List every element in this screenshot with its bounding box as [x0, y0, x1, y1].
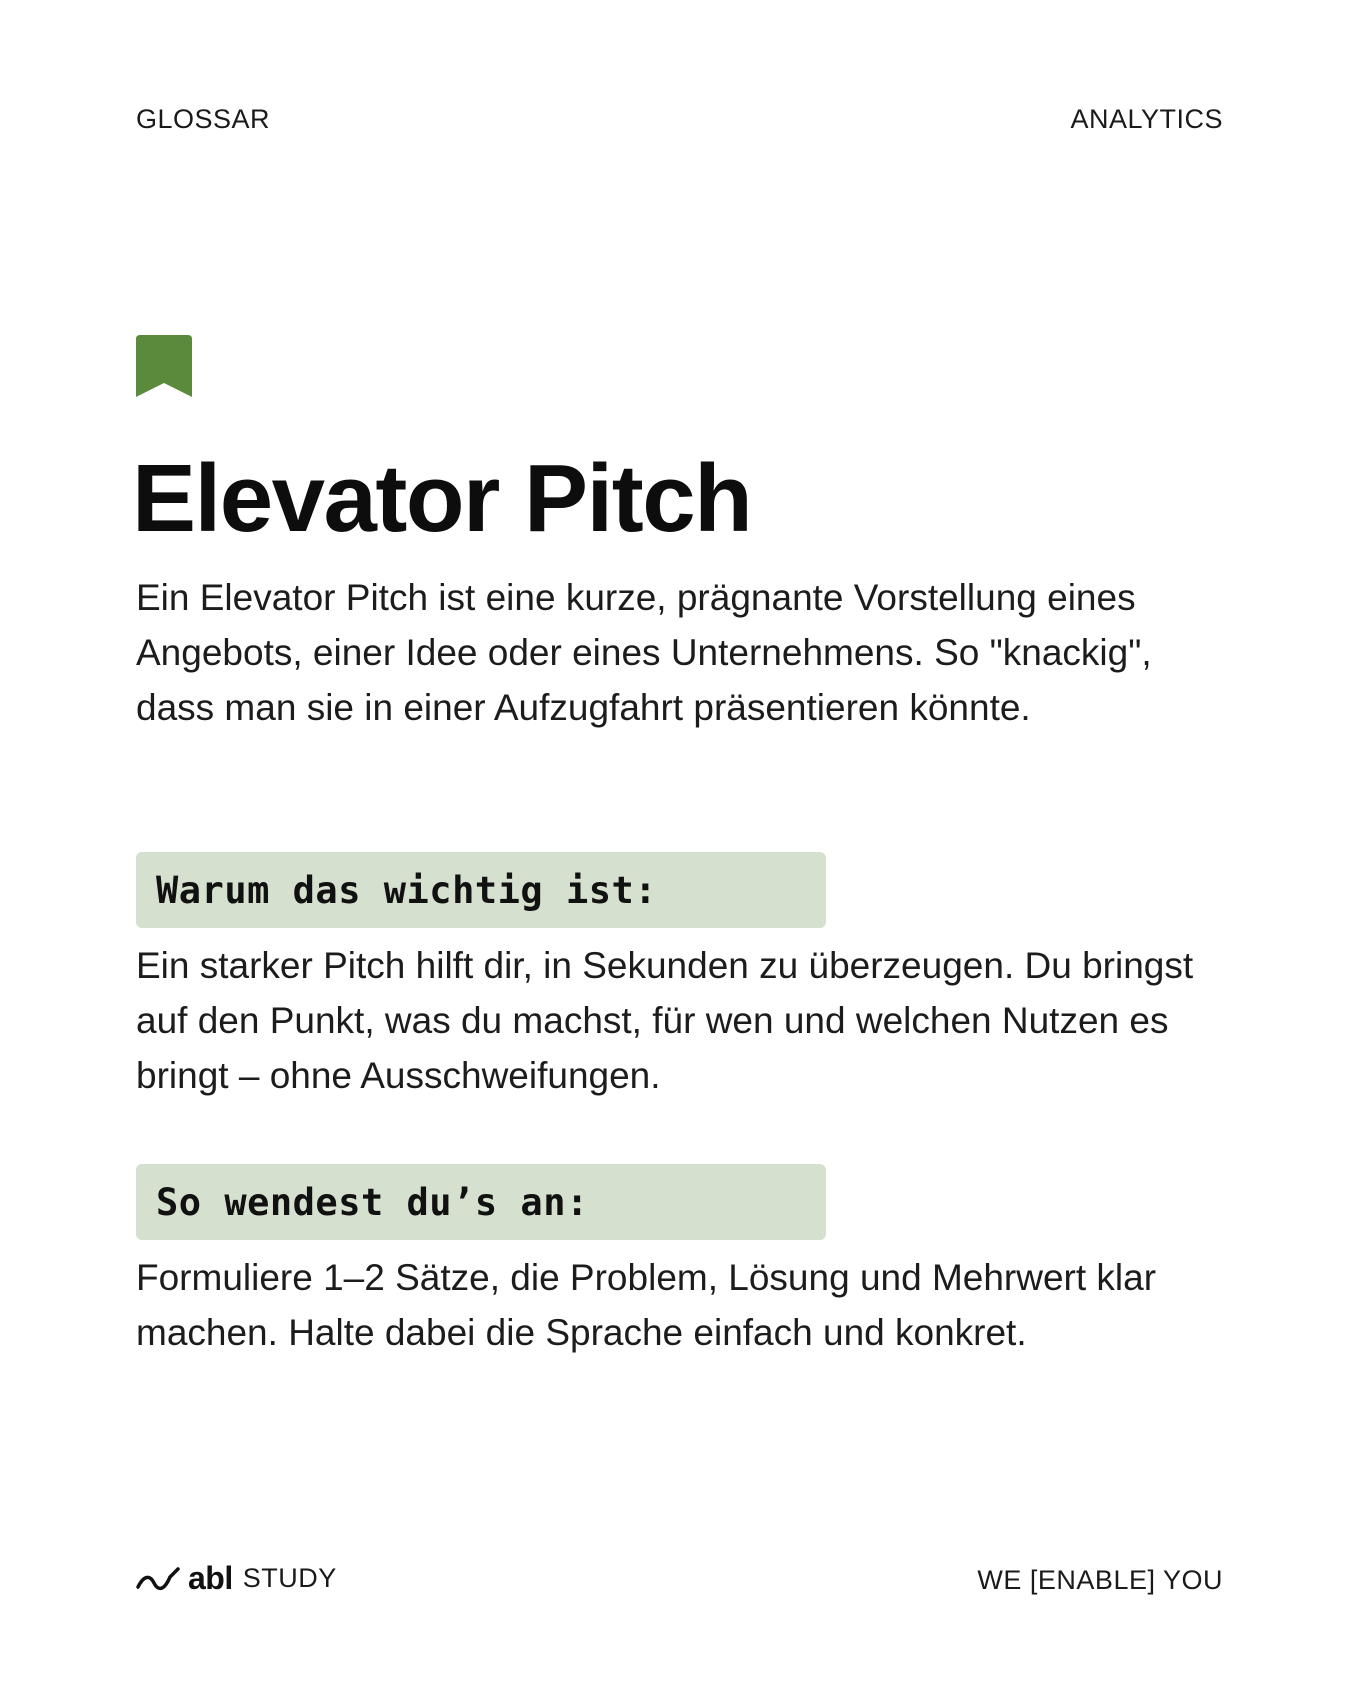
section-label-text: Warum das wichtig ist:	[156, 868, 658, 912]
section-label-text: So wendest du’s an:	[156, 1180, 589, 1224]
section-label-how	[136, 1164, 826, 1240]
bookmark-icon	[136, 335, 192, 399]
section-text-why: Ein starker Pitch hilft dir, in Sekunden zu überzeugen. Du bringst auf den Punkt, was du machst, für wen und welchen Nutzen es bringt – ohne Ausschweifungen.	[136, 945, 1194, 1096]
section-label-why	[136, 852, 826, 928]
category-label: GLOSSAR	[136, 104, 271, 134]
topic-label: ANALYTICS	[1070, 104, 1223, 134]
definition-text: Ein Elevator Pitch ist eine kurze, prägnante Vorstellung eines Angebots, einer Idee oder eines Unternehmens. So "knackig", dass man sie in einer Aufzugfahrt präsentieren könnte.	[136, 577, 1152, 728]
section-text-how: Formuliere 1–2 Sätze, die Problem, Lösung und Mehrwert klar machen. Halte dabei die Sprache einfach und konkret.	[136, 1257, 1157, 1353]
slogan: WE [ENABLE] YOU	[977, 1565, 1223, 1595]
logo-text: abl	[188, 1560, 233, 1596]
brand-logo	[136, 1560, 337, 1597]
wave-icon	[136, 1567, 180, 1591]
brand-name: STUDY	[242, 1563, 337, 1593]
page-title: Elevator Pitch	[132, 445, 752, 552]
